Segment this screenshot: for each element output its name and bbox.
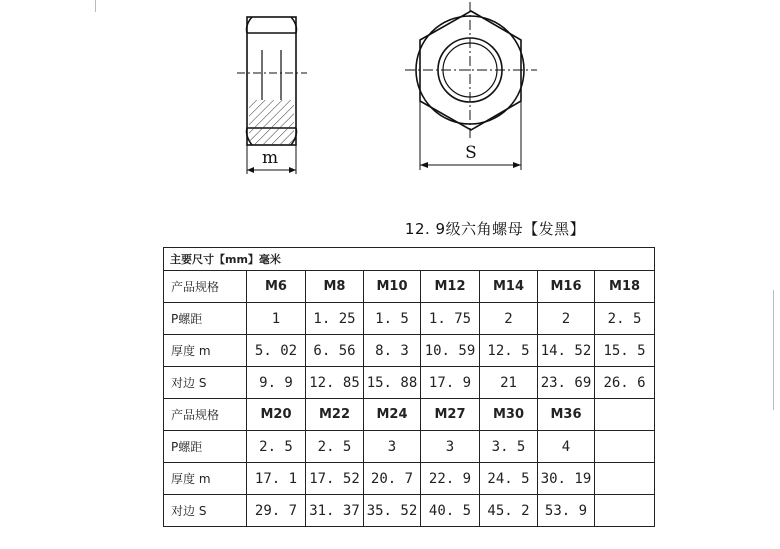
value-cell: 12. 85 — [306, 367, 364, 399]
row-label: 对边 S — [164, 495, 247, 527]
value-cell: 31. 37 — [306, 495, 364, 527]
value-cell: 10. 59 — [421, 335, 480, 367]
value-cell: 5. 02 — [247, 335, 306, 367]
value-cell: 1. 25 — [306, 303, 364, 335]
value-cell: 2 — [480, 303, 538, 335]
value-cell: 2. 5 — [306, 431, 364, 463]
value-cell: 3. 5 — [480, 431, 538, 463]
row-label: 对边 S — [164, 367, 247, 399]
value-cell: 40. 5 — [421, 495, 480, 527]
size-cell: M30 — [480, 399, 538, 431]
size-cell: M8 — [306, 271, 364, 303]
value-cell: 29. 7 — [247, 495, 306, 527]
size-cell: M14 — [480, 271, 538, 303]
value-cell: 53. 9 — [538, 495, 595, 527]
table-header-row — [164, 248, 655, 271]
value-cell: 2. 5 — [595, 303, 655, 335]
value-cell: 15. 88 — [364, 367, 421, 399]
row-label: 产品规格 — [164, 271, 247, 303]
size-cell: M22 — [306, 399, 364, 431]
value-cell: 9. 9 — [247, 367, 306, 399]
row-label: P螺距 — [164, 431, 247, 463]
value-cell: 8. 3 — [364, 335, 421, 367]
edge-mark — [95, 0, 96, 12]
value-cell: 14. 52 — [538, 335, 595, 367]
value-cell: 6. 56 — [306, 335, 364, 367]
row-label: 产品规格 — [164, 399, 247, 431]
value-cell — [595, 431, 655, 463]
value-cell: 12. 5 — [480, 335, 538, 367]
value-cell: 4 — [538, 431, 595, 463]
value-cell: 24. 5 — [480, 463, 538, 495]
value-cell — [595, 463, 655, 495]
size-cell: M20 — [247, 399, 306, 431]
row-label: 厚度 m — [164, 463, 247, 495]
value-cell — [595, 495, 655, 527]
value-cell: 21 — [480, 367, 538, 399]
value-cell: 26. 6 — [595, 367, 655, 399]
value-cell: 20. 7 — [364, 463, 421, 495]
size-cell — [595, 399, 655, 431]
table-header: 主要尺寸【mm】毫米 — [164, 248, 655, 271]
row-label: 厚度 m — [164, 335, 247, 367]
thickness-label: m — [261, 148, 279, 168]
table-row — [164, 463, 655, 495]
size-cell: M27 — [421, 399, 480, 431]
value-cell: 45. 2 — [480, 495, 538, 527]
value-cell: 15. 5 — [595, 335, 655, 367]
value-cell: 3 — [364, 431, 421, 463]
table-row — [164, 431, 655, 463]
edge-mark — [773, 290, 774, 410]
size-cell: M12 — [421, 271, 480, 303]
size-cell: M6 — [247, 271, 306, 303]
value-cell: 17. 1 — [247, 463, 306, 495]
table-row — [164, 367, 655, 399]
value-cell: 35. 52 — [364, 495, 421, 527]
table-row — [164, 399, 655, 431]
product-title: 12. 9级六角螺母【发黑】 — [404, 220, 586, 238]
value-cell: 1 — [247, 303, 306, 335]
table-row — [164, 271, 655, 303]
table-row — [164, 335, 655, 367]
value-cell: 30. 19 — [538, 463, 595, 495]
size-cell: M16 — [538, 271, 595, 303]
value-cell: 22. 9 — [421, 463, 480, 495]
value-cell: 3 — [421, 431, 480, 463]
table-row — [164, 495, 655, 527]
size-cell: M36 — [538, 399, 595, 431]
value-cell: 2 — [538, 303, 595, 335]
size-cell: M18 — [595, 271, 655, 303]
hex-nut-drawing — [0, 0, 780, 215]
value-cell: 17. 9 — [421, 367, 480, 399]
table-body — [164, 271, 655, 527]
value-cell: 23. 69 — [538, 367, 595, 399]
size-cell: M24 — [364, 399, 421, 431]
row-label: P螺距 — [164, 303, 247, 335]
across-flats-label: S — [465, 143, 477, 163]
spec-table — [163, 247, 655, 527]
value-cell: 17. 52 — [306, 463, 364, 495]
table-row — [164, 303, 655, 335]
size-cell: M10 — [364, 271, 421, 303]
value-cell: 1. 5 — [364, 303, 421, 335]
value-cell: 2. 5 — [247, 431, 306, 463]
value-cell: 1. 75 — [421, 303, 480, 335]
